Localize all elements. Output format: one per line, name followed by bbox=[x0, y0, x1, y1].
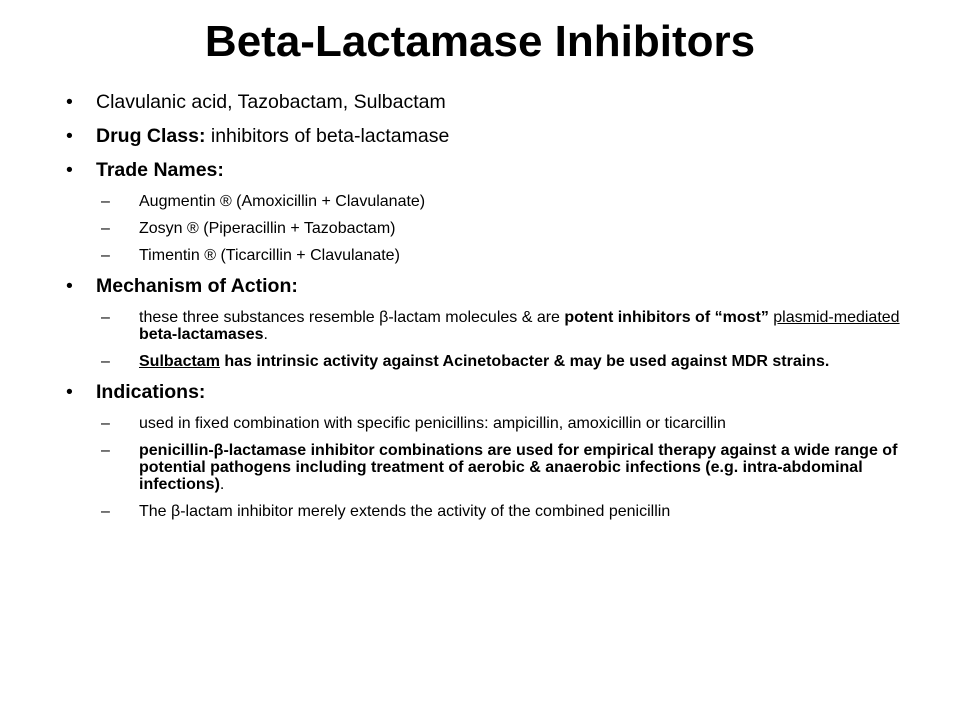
mechanism-bold-end: beta-lactamases bbox=[139, 326, 264, 343]
bullet-trade-names bbox=[66, 158, 906, 182]
mechanism-list bbox=[66, 309, 906, 370]
bullet-icon: • bbox=[66, 159, 73, 181]
indications-list bbox=[66, 415, 906, 520]
slide-title: Beta-Lactamase Inhibitors bbox=[204, 17, 756, 66]
slide-content bbox=[66, 90, 906, 530]
trade-name-item bbox=[66, 193, 906, 210]
bullet-icon: • bbox=[66, 125, 73, 147]
dash-icon: – bbox=[101, 193, 110, 210]
drug-class-label: Drug Class: bbox=[96, 125, 206, 147]
dash-icon: – bbox=[101, 442, 110, 459]
bullet-drug-class bbox=[66, 124, 906, 148]
dash-icon: – bbox=[101, 247, 110, 264]
trade-name-text: Zosyn ® (Piperacillin + Tazobactam) bbox=[139, 220, 396, 237]
trade-names-label: Trade Names: bbox=[96, 159, 224, 181]
sulbactam-text: has intrinsic activity against Acinetobacter & may be used against MDR strains. bbox=[219, 353, 830, 370]
drug-class-value: inhibitors of beta-lactamase bbox=[205, 125, 450, 147]
drugs-text: Clavulanic acid, Tazobactam, Sulbactam bbox=[96, 91, 446, 113]
mechanism-label: Mechanism of Action: bbox=[96, 275, 298, 297]
mechanism-bold: potent inhibitors of “most” bbox=[564, 309, 774, 326]
indication-item bbox=[66, 415, 906, 432]
indication-text: The β-lactam inhibitor merely extends the activity of the combined penicillin bbox=[139, 503, 671, 520]
sulbactam-underlined: Sulbactam bbox=[139, 353, 220, 370]
mechanism-item bbox=[66, 309, 906, 343]
indication-item bbox=[66, 503, 906, 520]
bullet-icon: • bbox=[66, 275, 73, 297]
indication-bold-text: penicillin-β-lactamase inhibitor combinations are used for empirical therapy against a wide range of potential pathogens including treatment of aerobic & anaerobic infections (e.g. intra-abdominal infections) bbox=[139, 442, 898, 493]
indication-text: used in fixed combination with specific penicillins: ampicillin, amoxicillin or ticarcillin bbox=[139, 415, 726, 432]
dash-icon: – bbox=[101, 309, 110, 326]
indication-item bbox=[66, 442, 906, 493]
trade-name-item bbox=[66, 247, 906, 264]
dash-icon: – bbox=[101, 503, 110, 520]
dash-icon: – bbox=[101, 353, 110, 370]
indications-label: Indications: bbox=[96, 381, 206, 403]
dash-icon: – bbox=[101, 415, 110, 432]
bullet-icon: • bbox=[66, 381, 73, 403]
bullet-drugs bbox=[66, 90, 906, 114]
bullet-mechanism bbox=[66, 274, 906, 298]
trade-name-text: Timentin ® (Ticarcillin + Clavulanate) bbox=[139, 247, 400, 264]
indication-period: . bbox=[219, 476, 225, 493]
bullet-indications bbox=[66, 380, 906, 404]
trade-name-item bbox=[66, 220, 906, 237]
bullet-icon: • bbox=[66, 91, 73, 113]
mechanism-text: these three substances resemble β-lactam molecules & are bbox=[139, 309, 565, 326]
mechanism-underlined: plasmid-mediated bbox=[773, 309, 900, 326]
dash-icon: – bbox=[101, 220, 110, 237]
trade-names-list bbox=[66, 193, 906, 264]
mechanism-period: . bbox=[263, 326, 268, 343]
trade-name-text: Augmentin ® (Amoxicillin + Clavulanate) bbox=[139, 193, 426, 210]
mechanism-item bbox=[66, 353, 906, 370]
